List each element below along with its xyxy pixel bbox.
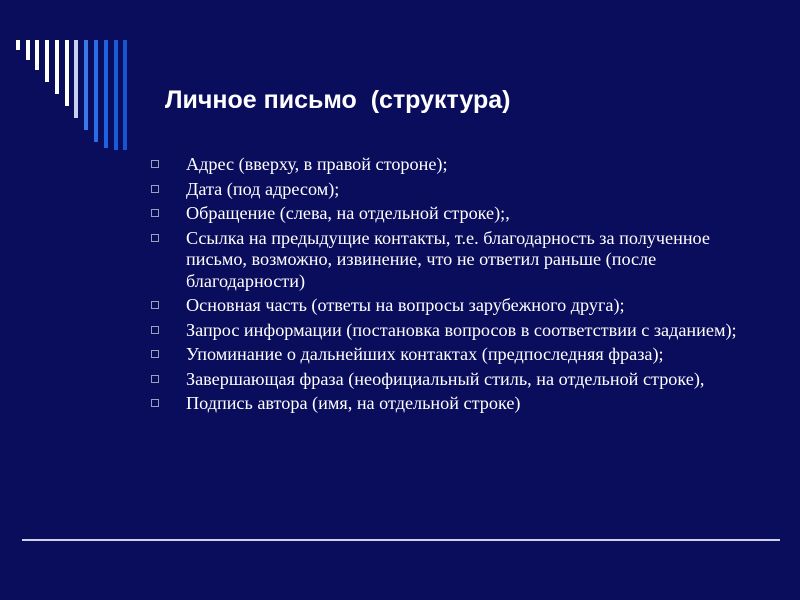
stripe-11 <box>114 40 118 150</box>
list-item <box>150 393 765 415</box>
list-item-text: Подпись автора (имя, на отдельной строке) <box>186 393 521 413</box>
stripe-3 <box>35 40 39 70</box>
decorative-stripes <box>0 0 140 160</box>
stripe-2 <box>26 40 30 60</box>
list-item-text: Обращение (слева, на отдельной строке);, <box>186 203 510 223</box>
stripe-4 <box>45 40 49 82</box>
list-item-text: Основная часть (ответы на вопросы зарубежного друга); <box>186 295 625 315</box>
square-bullet-icon <box>151 326 159 334</box>
list-item-text: Ссылка на предыдущие контакты, т.е. благодарность за полученное письмо, возможно, извинение, что не ответил раньше (после благодарности) <box>186 227 710 291</box>
stripe-7 <box>74 40 78 118</box>
list-item <box>150 203 765 225</box>
stripe-5 <box>55 40 59 94</box>
bottom-divider <box>22 539 780 541</box>
list-item <box>150 320 765 342</box>
bullet-list <box>150 154 765 418</box>
square-bullet-icon <box>151 350 159 358</box>
slide-title: Личное письмо (структура) <box>165 86 511 114</box>
list-item-text: Адрес (вверху, в правой стороне); <box>186 154 448 174</box>
list-item <box>150 344 765 366</box>
stripe-12 <box>123 40 127 150</box>
list-item <box>150 154 765 176</box>
list-item-text: Дата (под адресом); <box>186 178 340 199</box>
square-bullet-icon <box>151 209 159 217</box>
list-item <box>150 369 765 391</box>
square-bullet-icon <box>151 301 159 309</box>
list-item <box>150 228 765 293</box>
stripe-10 <box>104 40 108 148</box>
stripe-6 <box>65 40 69 106</box>
list-item-text: Упоминание о дальнейших контактах (предпоследняя фраза); <box>186 344 664 364</box>
stripe-9 <box>94 40 98 142</box>
square-bullet-icon <box>151 185 159 193</box>
list-item <box>150 295 765 317</box>
square-bullet-icon <box>151 375 159 383</box>
stripe-8 <box>84 40 88 130</box>
list-item-text: Завершающая фраза (неофициальный стиль, на отдельной строке), <box>186 368 705 389</box>
stripe-1 <box>16 40 20 50</box>
square-bullet-icon <box>151 160 159 168</box>
square-bullet-icon <box>151 234 159 242</box>
list-item <box>150 179 765 201</box>
square-bullet-icon <box>151 399 159 407</box>
list-item-text: Запрос информации (постановка вопросов в соответствии с заданием); <box>186 319 737 340</box>
